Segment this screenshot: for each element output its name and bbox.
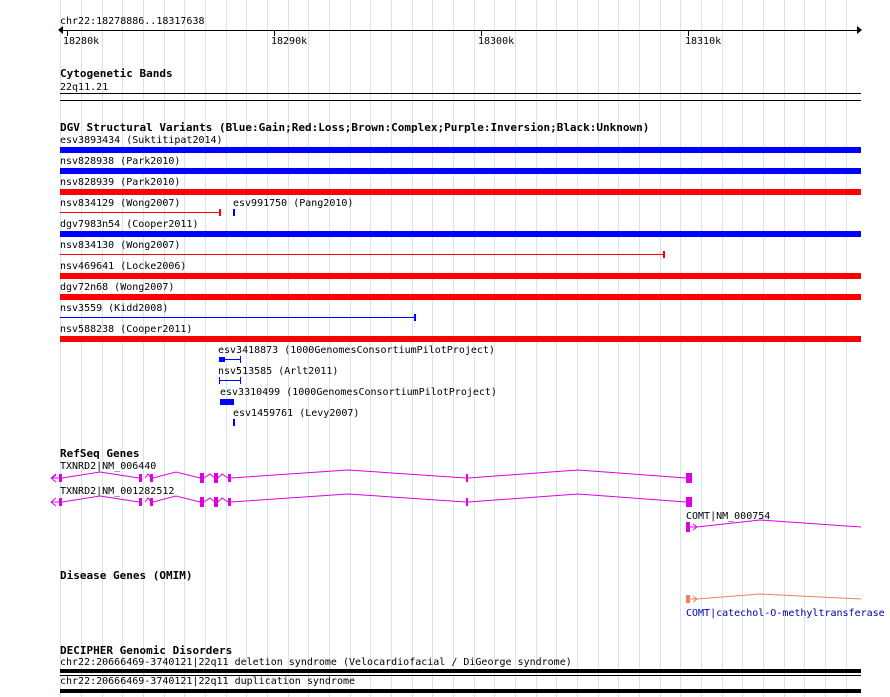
ruler-tick-label: 18300k bbox=[478, 36, 515, 47]
variant-label: dgv7983n54 (Cooper2011) bbox=[60, 219, 199, 230]
track-title: DECIPHER Genomic Disorders bbox=[60, 644, 233, 657]
gene-label: TXNRD2|NM_001282512 bbox=[60, 486, 175, 497]
variant-label: nsv828938 (Park2010) bbox=[60, 156, 181, 167]
track-title: RefSeq Genes bbox=[60, 447, 140, 460]
omim-gene-label[interactable]: COMT|catechol-O-methyltransferase bbox=[686, 608, 885, 619]
ruler-tick-label: 18290k bbox=[271, 36, 308, 47]
disorder-bar[interactable] bbox=[60, 689, 861, 693]
location-label: chr22:18278886..18317638 bbox=[60, 16, 205, 27]
variant-label: nsv513585 (Arlt2011) bbox=[218, 366, 339, 377]
track-title: Disease Genes (OMIM) bbox=[60, 569, 193, 582]
disorder-label: chr22:20666469-3740121|22q11 deletion syndrome (Velocardiofacial / DiGeorge syndrome) bbox=[60, 657, 572, 668]
variant-label: nsv469641 (Locke2006) bbox=[60, 261, 187, 272]
gene-label: TXNRD2|NM_006440 bbox=[60, 461, 157, 472]
cytoband-label: 22q11.21 bbox=[60, 82, 109, 93]
omim-exon bbox=[686, 595, 690, 603]
variant-label: nsv828939 (Park2010) bbox=[60, 177, 181, 188]
disorder-label: chr22:20666469-3740121|22q11 duplication syndrome bbox=[60, 676, 356, 687]
disorder-bar[interactable] bbox=[60, 669, 861, 673]
gene-label: COMT|NM_000754 bbox=[686, 511, 771, 522]
variant-label: dgv72n68 (Wong2007) bbox=[60, 282, 175, 293]
variant-label: esv991750 (Pang2010) bbox=[233, 198, 354, 209]
variant-label: esv3893434 (Suktitipat2014) bbox=[60, 135, 223, 146]
variant-label: esv1459761 (Levy2007) bbox=[233, 408, 360, 419]
variant-label: esv3418873 (1000GenomesConsortiumPilotProject) bbox=[218, 345, 495, 356]
track-title: Cytogenetic Bands bbox=[60, 67, 173, 80]
ruler-tick-label: 18280k bbox=[63, 36, 100, 47]
variant-label: nsv588238 (Cooper2011) bbox=[60, 324, 193, 335]
variant-label: nsv3559 (Kidd2008) bbox=[60, 303, 169, 314]
track-title: DGV Structural Variants (Blue:Gain;Red:Loss;Brown:Complex;Purple:Inversion;Black:Unknown) bbox=[60, 121, 650, 134]
variant-label: esv3310499 (1000GenomesConsortiumPilotProject) bbox=[220, 387, 497, 398]
variant-label: nsv834130 (Wong2007) bbox=[60, 240, 181, 251]
variant-label: nsv834129 (Wong2007) bbox=[60, 198, 181, 209]
ruler-tick-label: 18310k bbox=[685, 36, 722, 47]
